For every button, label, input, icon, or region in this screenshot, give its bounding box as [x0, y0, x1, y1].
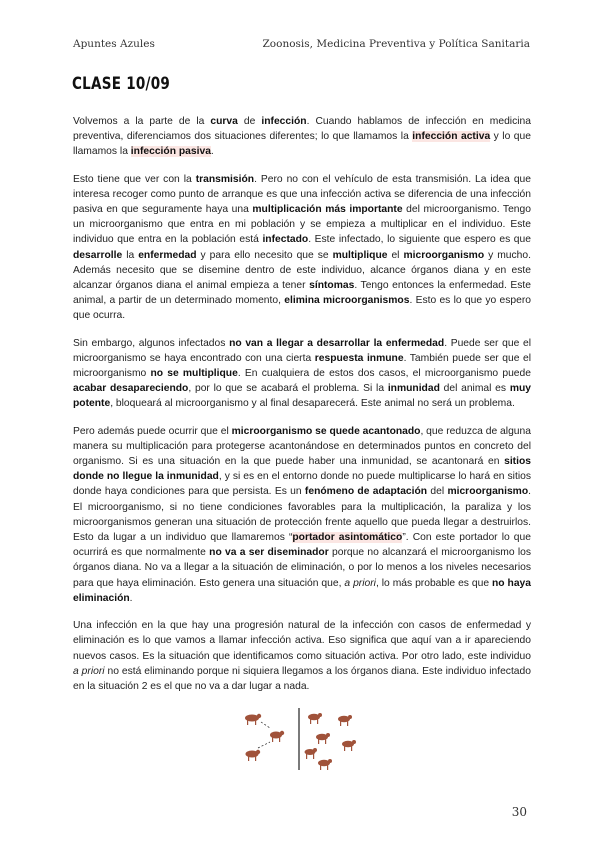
animal-icon — [338, 715, 352, 726]
paragraph-2: Esto tiene que ver con la transmisión. Pero no con el vehículo de esta transmisión. La idea que interesa recoger como punto de arranque es que una infección activa se diferencia de una infección pasiva en que seguramente haya una multiplicación más importante del microorganismo. Tengo un microorganismo que entra en mi población y se empieza a multiplicar en el individuo. Este individuo que entra en la población está infectado. Este infectado, lo siguiente que espero es que desarrolle la enfermedad y para ello necesito que se multiplique el microorganismo y mucho. Además necesito que se disemine dentro de este individuo, alcance órganos diana y en este alcanzar órganos diana el animal empieza a tener síntomas. Tengo entonces la enfermedad. Este animal, a partir de un determinado momento, elimina microorganismos. Esto es lo que yo espero que ocurra. — [73, 173, 532, 322]
page-number: 30 — [511, 805, 527, 819]
animal-icon — [270, 731, 284, 742]
animal-icon — [342, 740, 356, 751]
animal-icon — [318, 759, 332, 770]
dashed-link-line — [261, 722, 270, 728]
animal-icon — [308, 713, 322, 724]
paragraph-3: Sin embargo, algunos infectados no van a llegar a desarrollar la enfermedad. Puede ser que el microorganismo se haya encontrado con una cierta respuesta inmune. También puede ser que el microorganismo no se multiplique. En cualquiera de estos dos casos, el microorganismo puede acabar desapareciendo, por lo que se acabará el problema. Si la inmunidad del animal es muy potente, bloqueará al microorganismo y al final desaparecerá. Este animal no será un problema. — [73, 337, 532, 410]
paragraph-5: Una infección en la que hay una progresión natural de la infección con casos de enfermedad y eliminación es lo que vamos a llamar infección activa. Eso significa que aquí van a ir apareciendo nuevos casos. Es la situación que identificamos como situación activa. Por otro lado, este individuo a priori no está eliminando porque ni siquiera llegamos a los órganos diana. Este individuo infectado en la situación 2 es el que no va a dar lugar a nada. — [73, 620, 531, 692]
dashed-link-line — [258, 742, 270, 748]
header-right: Zoonosis, Medicina Preventiva y Política Sanitaria — [262, 38, 530, 50]
paragraph-1: Volvemos a la parte de la curva de infección. Cuando hablamos de infección en medicina preventiva, diferenciamos dos situaciones diferentes; lo que llamamos la infección activa y lo que llamamos la infección pasiva. — [73, 116, 531, 158]
diagram-lines — [258, 708, 299, 770]
animal-group — [245, 713, 356, 770]
page-title: CLASE 10/09 — [72, 74, 171, 93]
animals-infection-diagram-icon — [238, 706, 360, 772]
paragraph-4: Pero además puede ocurrir que el microorganismo se quede acantonado, que reduzca de alguna manera su multiplicación para protegerse acantonándose en determinados puntos en concreto del organismo. Si es una situación en la que puede haber una inmunidad, se acantonará en sitios donde no llegue la inmunidad, y si es en el entorno donde no puede multiplicarse lo hará en sitios donde haya condiciones para que persista. Es un fenómeno de adaptación del microorganismo. El microorganismo, si no tiene condiciones favorables para la multiplicación, la paraliza y los microorganismos generan una situación de protección frente aquello que pueda llegar a destruirlos. Esto da lugar a un individuo que llamaremos “portador asintomático”. Con este portador lo que ocurrirá es que normalmente no va a ser diseminador porque no alcanzará el microorganismo los órganos diana. No va a llegar a la situación de eliminación, o por lo menos a los niveles necesarios para que haya eliminación. Esto genera una situación que, a priori, lo más probable es que no haya eliminación. — [73, 425, 531, 604]
animal-icon — [316, 733, 330, 744]
animal-icon — [245, 714, 261, 725]
body-text — [73, 114, 531, 706]
header-left: Apuntes Azules — [73, 38, 155, 50]
animal-icon — [305, 748, 318, 759]
animal-icon — [246, 750, 261, 761]
